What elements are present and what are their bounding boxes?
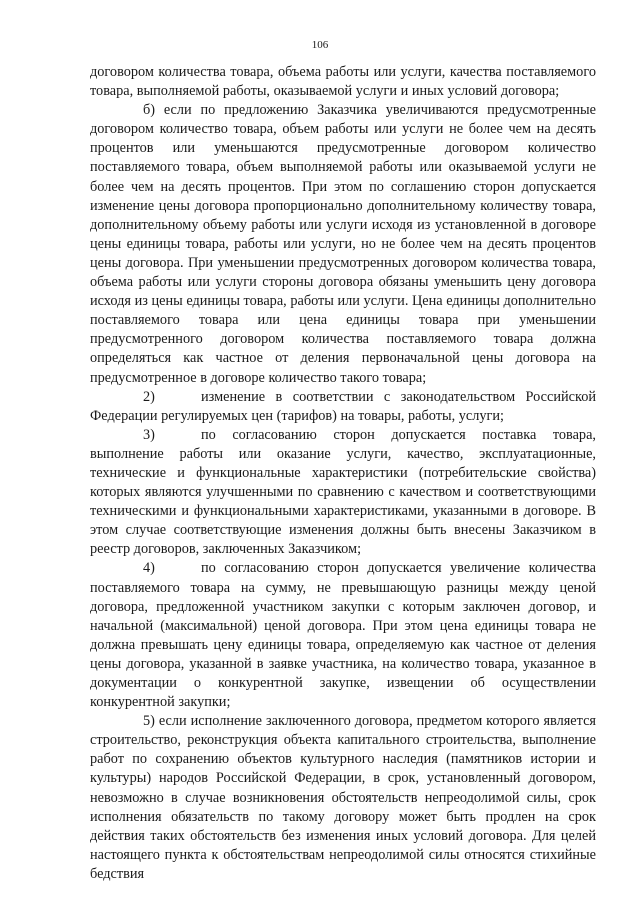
list-marker: 4) xyxy=(143,560,155,577)
paragraph-text: изменение в соответствии с законодательством Российской Федерации регулируемых цен (тарифов) на товары, работы, услуги; xyxy=(90,388,596,424)
page-number: 106 xyxy=(311,39,329,51)
paragraph-continuation xyxy=(90,63,596,101)
paragraph-text: по согласованию сторон допускается увеличение количества поставляемого товара на сумму, не превышающую разницы между ценой договора, предложенной участником закупки с которым заключен договор, и начальной (максимальной) ценой договора. При этом цена единицы товара не должна превышать цену единицы товара, определяемую как частное от деления цены договора, указанной в заявке участника, на количество товара, указанное в документации о конкурентной закупке, извещении об осуществлении конкурентной закупки; xyxy=(90,560,596,711)
paragraph-text: по согласованию сторон допускается поставка товара, выполнение работы или оказание услуги, качество, эксплуатационные, технические и функциональные характеристики (потребительские свойства) которых являются улучшенными по сравнению с качеством и соответствующими техническими и функциональными характеристиками, указанными в договоре. В этом случае соответствующие изменения должны быть внесены Заказчиком в реестр договоров, заключенных Заказчиком; xyxy=(90,426,596,558)
paragraph-text: договором количества товара, объема работы или услуги, качества поставляемого товара, выполняемой работы, оказываемой услуги и иных условий договора; xyxy=(90,64,596,100)
paragraph-2 xyxy=(90,388,596,426)
paragraph-b xyxy=(90,101,596,387)
paragraph-5 xyxy=(90,712,596,884)
paragraph-3 xyxy=(90,426,596,560)
paragraph-text: б) если по предложению Заказчика увеличиваются предусмотренные договором количество товара, объем работы или услуги не более чем на десять процентов или уменьшаются предусмотренные договором количество поставляемого товара, объем выполняемой работы или оказываемой услуги не более чем на десять процентов. При этом по соглашению сторон допускается изменение цены договора пропорционально дополнительному количеству товара, дополнительному объему работы или услуги исходя из установленной в договоре цены единицы товара, работы или услуги, но не более чем на десять процентов цены договора. При уменьшении предусмотренных договором количества товара, объема работы или услуги стороны договора обязаны уменьшить цену договора исходя из цены единицы товара, работы или услуги. Цена единицы дополнительно поставляемого товара или цена единицы товара при уменьшении предусмотренного договором количества поставляемого товара должна определяться как частное от деления первоначальной цены договора на предусмотренное в договоре количество такого товара; xyxy=(90,102,596,386)
paragraph-4 xyxy=(90,559,596,712)
list-marker: 2) xyxy=(143,388,155,405)
list-marker: 3) xyxy=(143,426,155,443)
paragraph-text: 5) если исполнение заключенного договора, предметом которого является строительство, реконструкция объекта капитального строительства, выполнение работ по сохранению объектов культурного наследия (памятников истории и культуры) народов Российской Федерации, в срок, установленный договором, невозможно в случае возникновения обстоятельств непреодолимой силы, срок исполнения обязательств по такому договору может быть продлен на срок действия таких обстоятельств без изменения иных условий договора. Для целей настоящего пункта к обстоятельствам непреодолимой силы относятся стихийные бедствия xyxy=(90,713,596,882)
document-body xyxy=(90,63,596,884)
